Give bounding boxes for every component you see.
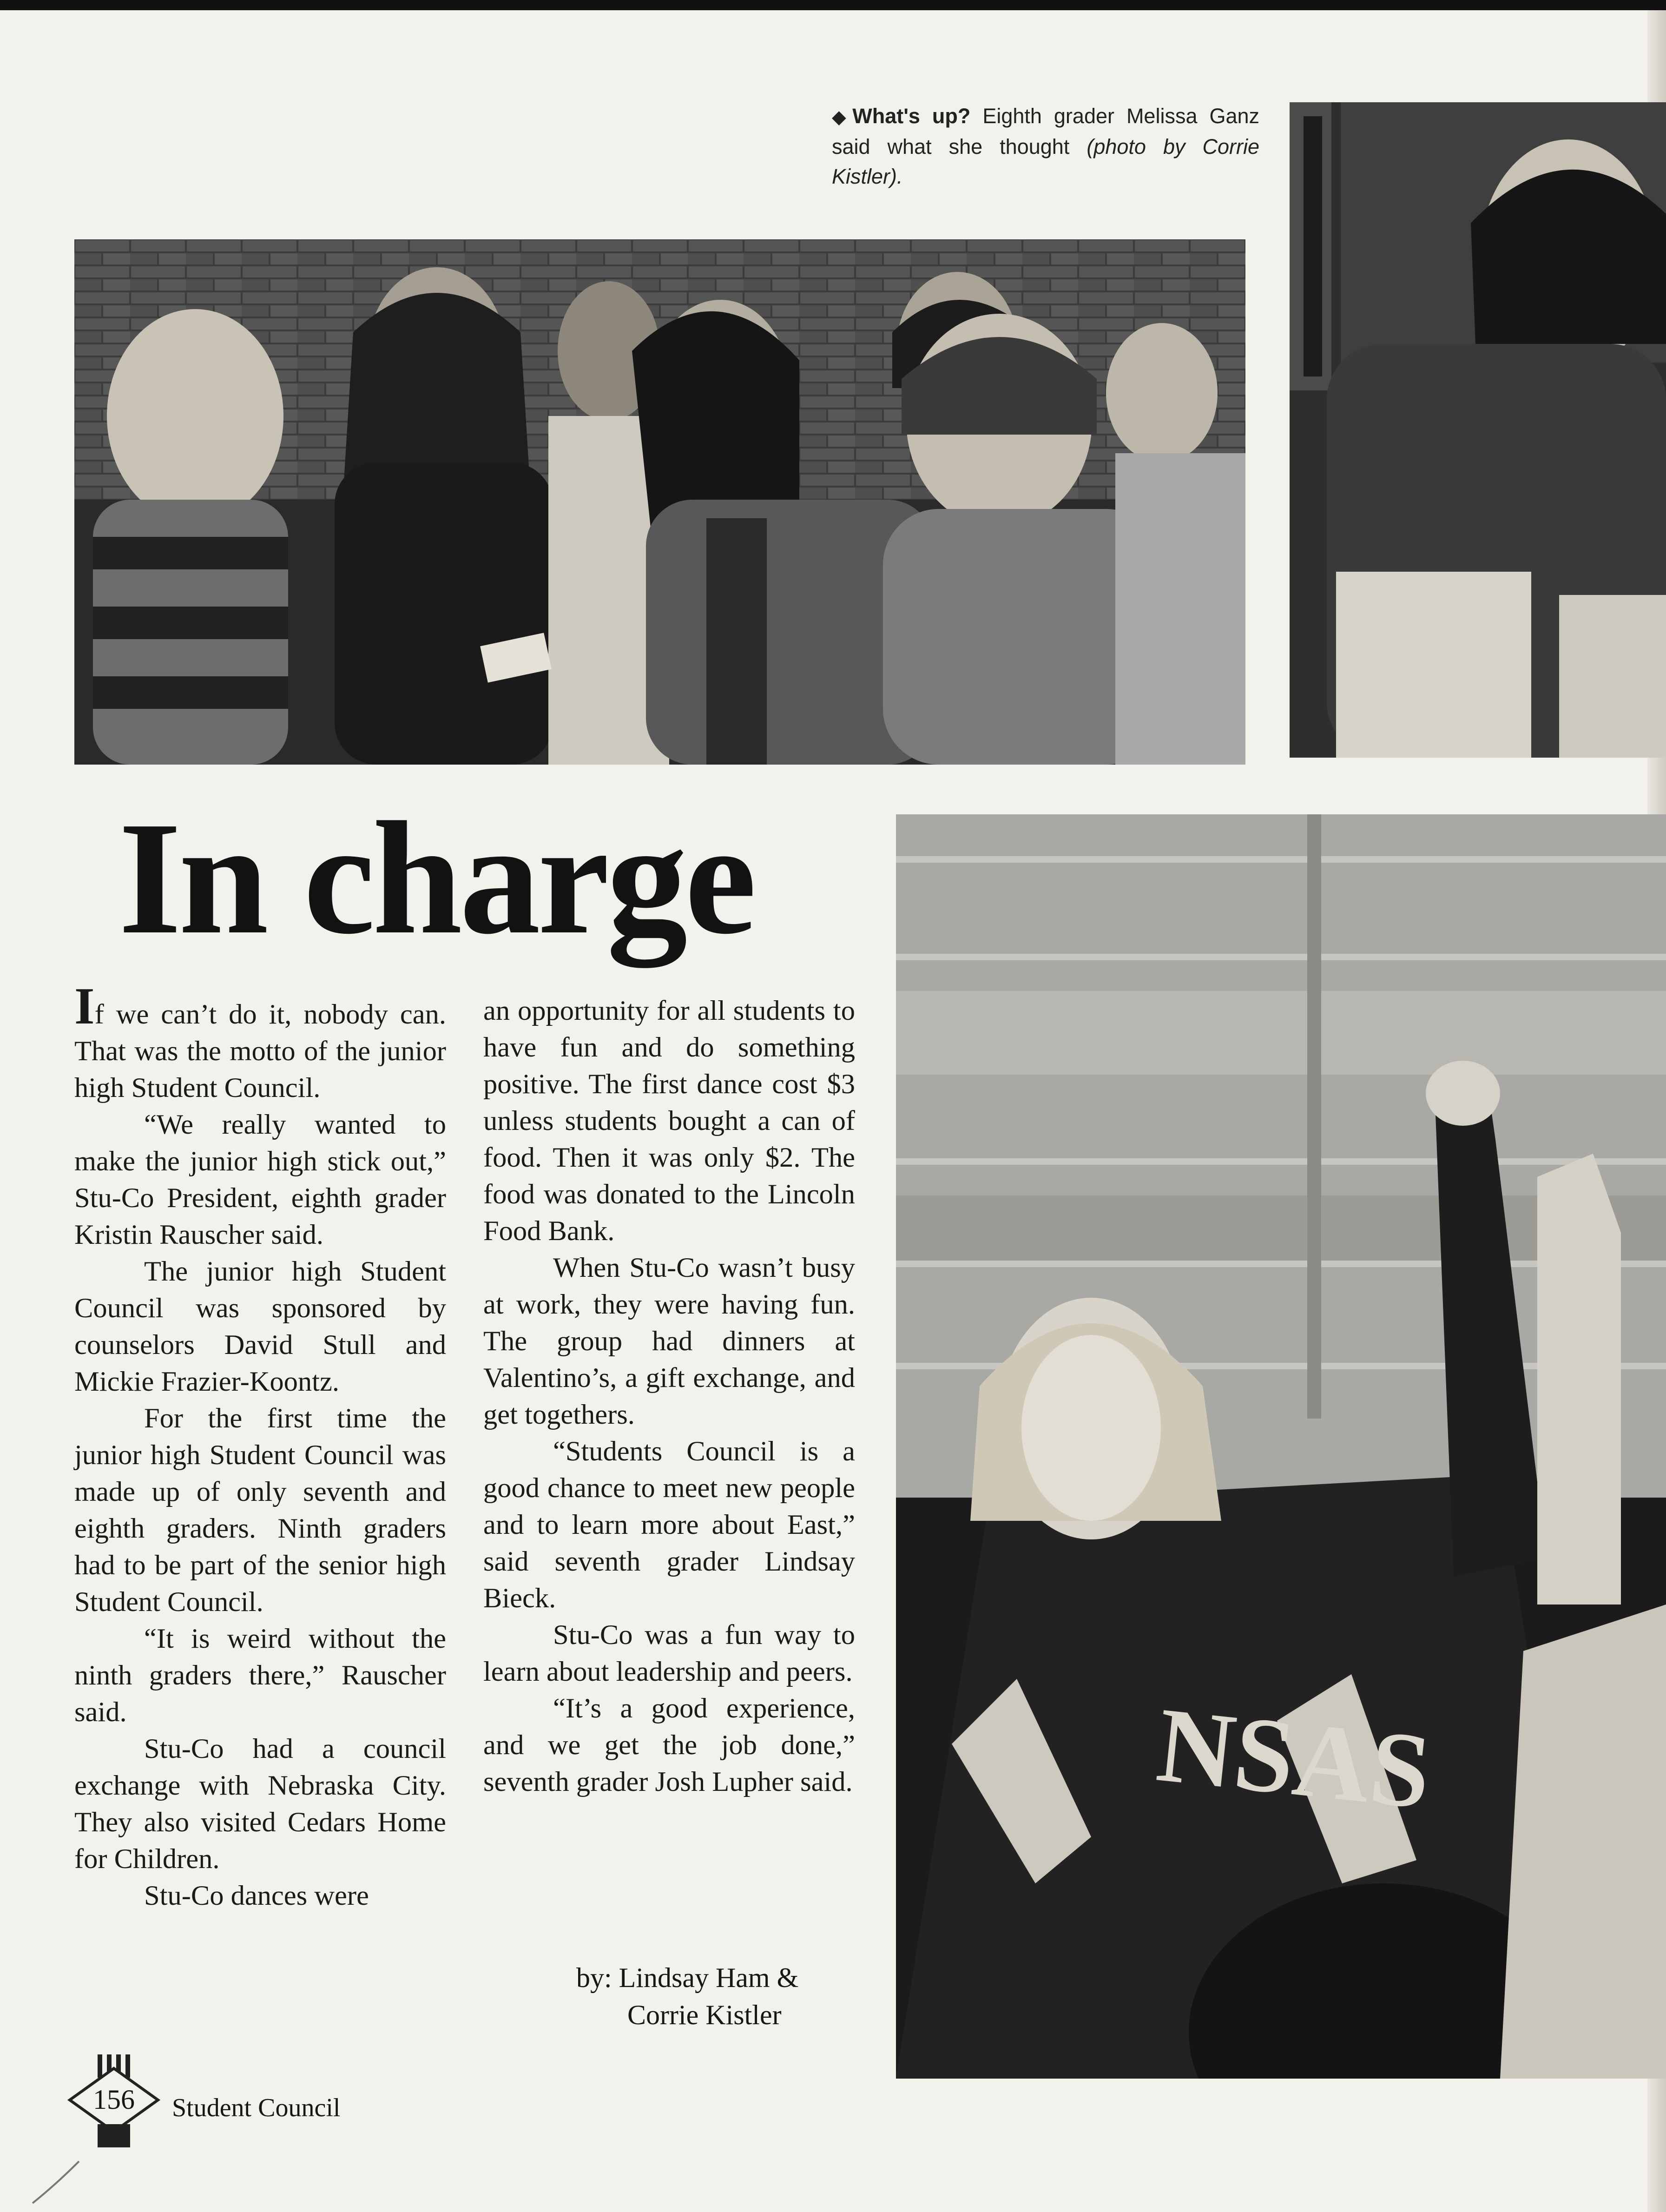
byline-line1: by: Lindsay Ham & (576, 1962, 799, 1993)
article-right-column (483, 992, 855, 1800)
page-number: 156 (93, 2084, 135, 2115)
photo-dance-image (896, 814, 1666, 2079)
article-paragraph: Stu-Co dances were (144, 1880, 369, 1911)
article-paragraph: “It’s a good experience, and we get the job done,” seventh grader Josh Lupher said. (483, 1693, 855, 1797)
article-paragraph: The junior high Student Council was sponsored by counselors David Stull and Mickie Frazier-Koontz. (74, 1256, 446, 1397)
pen-mark (28, 2157, 84, 2208)
caption-credit: (photo by Corrie Kistler). (832, 135, 1260, 188)
article-paragraph: If we can’t do it, nobody can. That was the motto of the junior high Student Council. (74, 977, 446, 1103)
section-label: Student Council (172, 2093, 341, 2122)
article-paragraph: “It is weird without the ninth graders there,” Rauscher said. (74, 1623, 446, 1728)
photo-melissa-ganz (1290, 102, 1666, 758)
diamond-bullet-icon: ◆ (832, 107, 853, 127)
article-left-column (74, 977, 446, 1914)
article-paragraph: Stu-Co was a fun way to learn about leadership and peers. (483, 1619, 855, 1687)
headline: In charge (119, 789, 754, 968)
sweatshirt-text: NSAS (1152, 1684, 1436, 1831)
caption-text: Eighth grader Melissa Ganz said what she thought (832, 104, 1260, 158)
article-paragraph: For the first time the junior high Student Council was made up of only seventh and eighth graders. Ninth graders had to be part of the senior high Student Council. (74, 1403, 446, 1618)
article-paragraph: “We really wanted to make the junior high stick out,” Stu-Co President, eighth grader Kristin Rauscher said. (74, 1109, 446, 1250)
photo-students-meeting (74, 239, 1245, 765)
article-paragraph: When Stu-Co wasn’t busy at work, they were having fun. The group had dinners at Valentino’s, a gift exchange, and get togethers. (483, 1252, 855, 1430)
photo-dance (896, 814, 1666, 2079)
drop-cap: I (74, 977, 95, 1035)
photo-caption (832, 101, 1259, 191)
photo-melissa-ganz-image (1290, 102, 1666, 758)
byline (576, 1959, 892, 2034)
article-paragraph: an opportunity for all students to have fun and do something positive. The first dance cost $3 unless students bought a can of food. Then it was only $2. The food was donated to the Lincoln Food Bank. (483, 995, 855, 1247)
photo-students-meeting-image (74, 239, 1245, 765)
page-folio (65, 2054, 167, 2147)
caption-lead: What's up? (852, 104, 971, 128)
article-paragraph: Stu-Co had a council exchange with Nebraska City. They also visited Cedars Home for Children. (74, 1733, 446, 1875)
top-border (0, 0, 1666, 10)
byline-line2: Corrie Kistler (627, 2000, 782, 2030)
article-paragraph: “Students Council is a good chance to meet new people and to learn more about East,” said seventh grader Lindsay Bieck. (483, 1436, 855, 1614)
